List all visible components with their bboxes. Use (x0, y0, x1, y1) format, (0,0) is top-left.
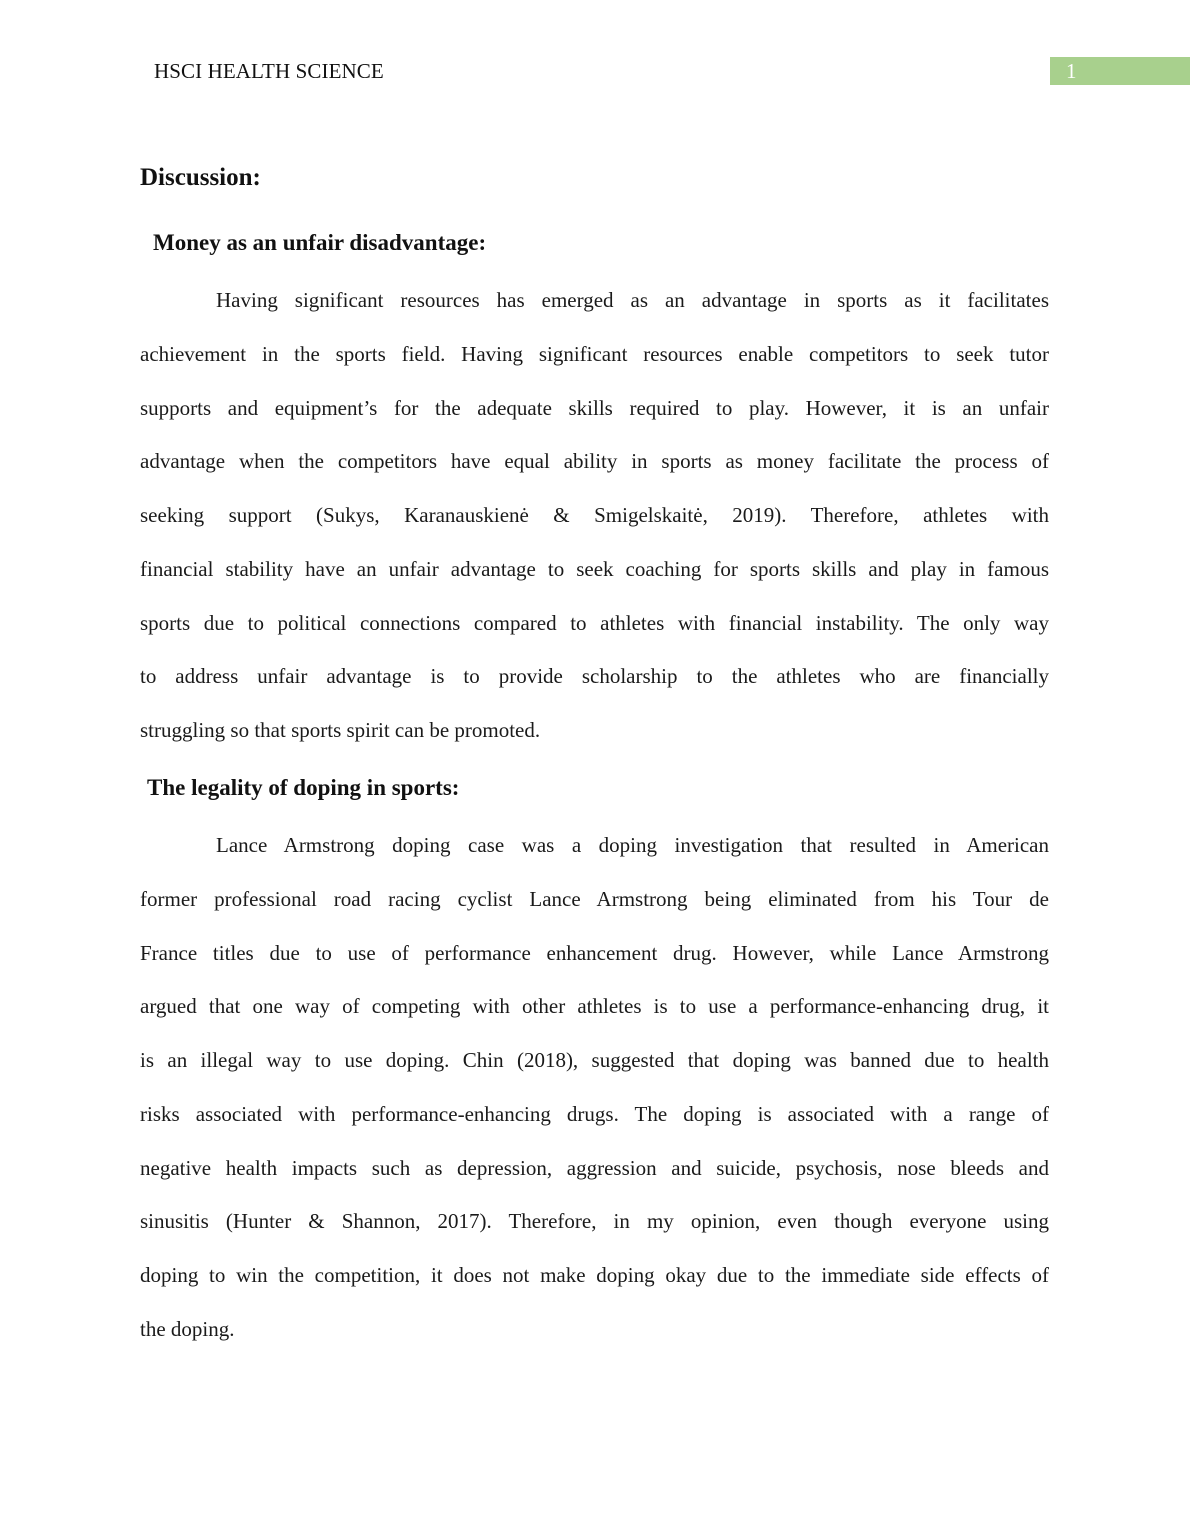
running-head: HSCI HEALTH SCIENCE (154, 59, 384, 83)
section-heading-money: Money as an unfair disadvantage: (153, 230, 487, 255)
paragraph-line: former professional road racing cyclist Lance Armstrong being eliminated from his Tour de (140, 886, 1049, 911)
paragraph-line: is an illegal way to use doping. Chin (2018), suggested that doping was banned due to health (140, 1048, 1049, 1072)
paragraph-line: France titles due to use of performance enhancement drug. However, while Lance Armstrong (140, 940, 1049, 965)
paragraph-line: achievement in the sports field. Having significant resources enable competitors to seek tutor (140, 341, 1049, 366)
paragraph-line: doping to win the competition, it does not make doping okay due to the immediate side effects of (140, 1263, 1049, 1287)
section-heading-doping: The legality of doping in sports: (147, 775, 460, 800)
paragraph-line: to address unfair advantage is to provide scholarship to the athletes who are financially (140, 664, 1049, 689)
paragraph-line: financial stability have an unfair advantage to seek coaching for sports skills and play in famous (140, 556, 1049, 581)
paragraph-line: seeking support (Sukys, Karanauskienė & Smigelskaitė, 2019). Therefore, athletes with (140, 503, 1049, 527)
section-paragraph-doping (140, 819, 1049, 1357)
page-number-box (1050, 57, 1190, 85)
paragraph-line: advantage when the competitors have equal ability in sports as money facilitate the process of (140, 449, 1049, 474)
paragraph-line: struggling so that sports spirit can be promoted. (140, 718, 541, 742)
paragraph-line: risks associated with performance-enhancing drugs. The doping is associated with a range of (140, 1101, 1049, 1126)
paragraph-line: sinusitis (Hunter & Shannon, 2017). Therefore, in my opinion, even though everyone using (140, 1209, 1049, 1234)
paragraph-line: Having significant resources has emerged as an advantage in sports as it facilitates (216, 288, 1049, 312)
paragraph-line: supports and equipment’s for the adequate skills required to play. However, it is an unfair (140, 395, 1049, 420)
paragraph-line: argued that one way of competing with other athletes is to use a performance-enhancing drug, it (140, 994, 1049, 1019)
paragraph-line: negative health impacts such as depression, aggression and suicide, psychosis, nose bleeds and (140, 1155, 1049, 1180)
page-number: 1 (1066, 59, 1077, 83)
discussion-heading: Discussion: (140, 164, 261, 191)
paragraph-line: Lance Armstrong doping case was a doping investigation that resulted in American (216, 833, 1049, 857)
paragraph-line: sports due to political connections compared to athletes with financial instability. The only way (140, 610, 1049, 635)
section-paragraph-money (140, 274, 1049, 758)
paragraph-line: the doping. (140, 1316, 235, 1341)
